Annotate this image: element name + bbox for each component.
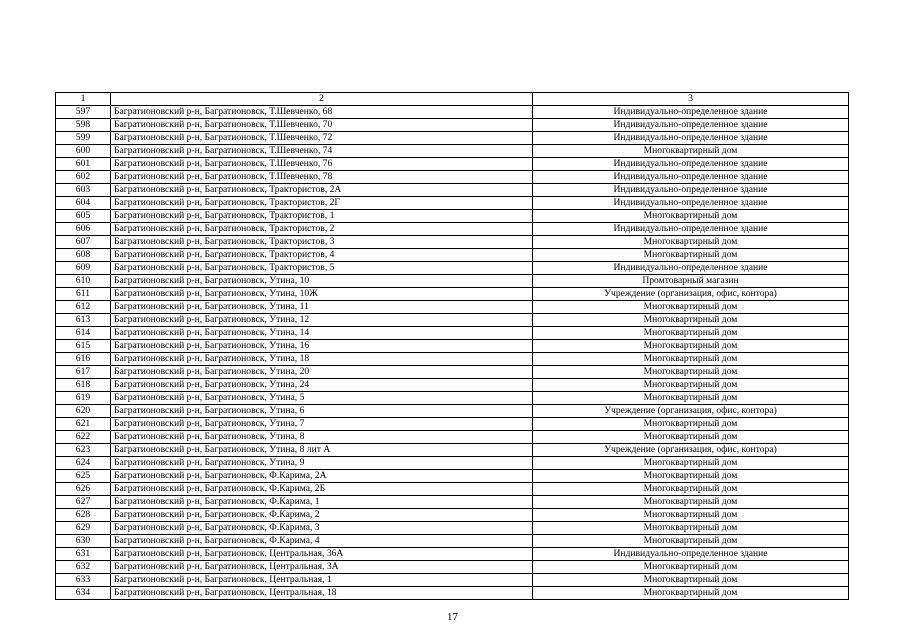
- table-row: [56, 470, 849, 483]
- table-header-row: [56, 93, 849, 106]
- building-type-cell: Многоквартирный дом: [533, 522, 849, 535]
- building-type-cell: Многоквартирный дом: [533, 340, 849, 353]
- row-number-cell: 615: [56, 340, 111, 353]
- row-number-cell: 624: [56, 457, 111, 470]
- building-type-cell: Учреждение (организация, офис, контора): [533, 444, 849, 457]
- building-type-cell: Многоквартирный дом: [533, 236, 849, 249]
- row-number-cell: 632: [56, 561, 111, 574]
- registry-table: [55, 92, 849, 600]
- building-type-cell: Многоквартирный дом: [533, 314, 849, 327]
- table-row: [56, 197, 849, 210]
- address-cell: Багратионовский р-н, Багратионовск, Трактористов, 2Г: [111, 197, 533, 210]
- table-row: [56, 106, 849, 119]
- address-cell: Багратионовский р-н, Багратионовск, Трактористов, 2А: [111, 184, 533, 197]
- row-number-cell: 631: [56, 548, 111, 561]
- row-number-cell: 623: [56, 444, 111, 457]
- building-type-cell: Многоквартирный дом: [533, 587, 849, 600]
- row-number-cell: 604: [56, 197, 111, 210]
- row-number-cell: 609: [56, 262, 111, 275]
- building-type-cell: Многоквартирный дом: [533, 509, 849, 522]
- address-cell: Багратионовский р-н, Багратионовск, Ф.Карима, 2А: [111, 470, 533, 483]
- building-type-cell: Многоквартирный дом: [533, 535, 849, 548]
- table-row: [56, 340, 849, 353]
- row-number-cell: 602: [56, 171, 111, 184]
- table-row: [56, 288, 849, 301]
- building-type-cell: Многоквартирный дом: [533, 574, 849, 587]
- address-cell: Багратионовский р-н, Багратионовск, Трактористов, 2: [111, 223, 533, 236]
- address-cell: Багратионовский р-н, Багратионовск, Центральная, 18: [111, 587, 533, 600]
- address-cell: Багратионовский р-н, Багратионовск, Ф.Карима, 2Б: [111, 483, 533, 496]
- row-number-cell: 601: [56, 158, 111, 171]
- row-number-cell: 629: [56, 522, 111, 535]
- table-row: [56, 483, 849, 496]
- address-cell: Багратионовский р-н, Багратионовск, Трактористов, 4: [111, 249, 533, 262]
- row-number-cell: 608: [56, 249, 111, 262]
- address-cell: Багратионовский р-н, Багратионовск, Т.Шевченко, 78: [111, 171, 533, 184]
- row-number-cell: 613: [56, 314, 111, 327]
- address-cell: Багратионовский р-н, Багратионовск, Т.Шевченко, 70: [111, 119, 533, 132]
- building-type-cell: Многоквартирный дом: [533, 418, 849, 431]
- header-cell-type: 3: [533, 93, 849, 106]
- address-cell: Багратионовский р-н, Багратионовск, Т.Шевченко, 74: [111, 145, 533, 158]
- building-type-cell: Многоквартирный дом: [533, 431, 849, 444]
- table-row: [56, 353, 849, 366]
- address-cell: Багратионовский р-н, Багратионовск, Т.Шевченко, 72: [111, 132, 533, 145]
- building-type-cell: Индивидуально-определенное здание: [533, 158, 849, 171]
- building-type-cell: Многоквартирный дом: [533, 392, 849, 405]
- header-cell-address: 2: [111, 93, 533, 106]
- address-cell: Багратионовский р-н, Багратионовск, Утина, 6: [111, 405, 533, 418]
- row-number-cell: 614: [56, 327, 111, 340]
- address-cell: Багратионовский р-н, Багратионовск, Утина, 16: [111, 340, 533, 353]
- table-row: [56, 314, 849, 327]
- table-row: [56, 236, 849, 249]
- table-row: [56, 158, 849, 171]
- table-row: [56, 587, 849, 600]
- table-row: [56, 392, 849, 405]
- row-number-cell: 634: [56, 587, 111, 600]
- row-number-cell: 627: [56, 496, 111, 509]
- building-type-cell: Индивидуально-определенное здание: [533, 132, 849, 145]
- table-row: [56, 249, 849, 262]
- page-number: 17: [447, 611, 458, 623]
- address-cell: Багратионовский р-н, Багратионовск, Ф.Карима, 2: [111, 509, 533, 522]
- building-type-cell: Промтоварный магазин: [533, 275, 849, 288]
- address-cell: Багратионовский р-н, Багратионовск, Утина, 5: [111, 392, 533, 405]
- building-type-cell: Многоквартирный дом: [533, 366, 849, 379]
- address-cell: Багратионовский р-н, Багратионовск, Утина, 14: [111, 327, 533, 340]
- row-number-cell: 622: [56, 431, 111, 444]
- building-type-cell: Индивидуально-определенное здание: [533, 197, 849, 210]
- address-cell: Багратионовский р-н, Багратионовск, Утина, 7: [111, 418, 533, 431]
- row-number-cell: 626: [56, 483, 111, 496]
- address-cell: Багратионовский р-н, Багратионовск, Центральная, 1: [111, 574, 533, 587]
- table-row: [56, 262, 849, 275]
- row-number-cell: 606: [56, 223, 111, 236]
- table-row: [56, 535, 849, 548]
- address-cell: Багратионовский р-н, Багратионовск, Ф.Карима, 3: [111, 522, 533, 535]
- table-row: [56, 119, 849, 132]
- table-row: [56, 444, 849, 457]
- building-type-cell: Индивидуально-определенное здание: [533, 171, 849, 184]
- table-row: [56, 275, 849, 288]
- address-cell: Багратионовский р-н, Багратионовск, Трактористов, 3: [111, 236, 533, 249]
- building-type-cell: Многоквартирный дом: [533, 327, 849, 340]
- building-type-cell: Индивидуально-определенное здание: [533, 548, 849, 561]
- address-cell: Багратионовский р-н, Багратионовск, Утина, 11: [111, 301, 533, 314]
- building-type-cell: Многоквартирный дом: [533, 353, 849, 366]
- table-row: [56, 223, 849, 236]
- building-type-cell: Многоквартирный дом: [533, 496, 849, 509]
- table-row: [56, 418, 849, 431]
- address-cell: Багратионовский р-н, Багратионовск, Ф.Карима, 4: [111, 535, 533, 548]
- table-row: [56, 327, 849, 340]
- address-cell: Багратионовский р-н, Багратионовск, Т.Шевченко, 68: [111, 106, 533, 119]
- table-row: [56, 509, 849, 522]
- building-type-cell: Индивидуально-определенное здание: [533, 223, 849, 236]
- address-cell: Багратионовский р-н, Багратионовск, Утина, 12: [111, 314, 533, 327]
- row-number-cell: 610: [56, 275, 111, 288]
- table-row: [56, 171, 849, 184]
- building-type-cell: Многоквартирный дом: [533, 249, 849, 262]
- building-type-cell: Индивидуально-определенное здание: [533, 106, 849, 119]
- table-row: [56, 405, 849, 418]
- row-number-cell: 607: [56, 236, 111, 249]
- row-number-cell: 630: [56, 535, 111, 548]
- row-number-cell: 612: [56, 301, 111, 314]
- row-number-cell: 616: [56, 353, 111, 366]
- address-cell: Багратионовский р-н, Багратионовск, Утина, 8: [111, 431, 533, 444]
- building-type-cell: Учреждение (организация, офис, контора): [533, 288, 849, 301]
- row-number-cell: 619: [56, 392, 111, 405]
- building-type-cell: Индивидуально-определенное здание: [533, 184, 849, 197]
- table-row: [56, 431, 849, 444]
- table-body: [56, 106, 849, 600]
- address-cell: Багратионовский р-н, Багратионовск, Утина, 9: [111, 457, 533, 470]
- address-cell: Багратионовский р-н, Багратионовск, Трактористов, 1: [111, 210, 533, 223]
- building-type-cell: Учреждение (организация, офис, контора): [533, 405, 849, 418]
- row-number-cell: 598: [56, 119, 111, 132]
- table-row: [56, 522, 849, 535]
- building-type-cell: Многоквартирный дом: [533, 145, 849, 158]
- table-row: [56, 301, 849, 314]
- header-cell-number: 1: [56, 93, 111, 106]
- table-row: [56, 379, 849, 392]
- table-row: [56, 366, 849, 379]
- table-row: [56, 561, 849, 574]
- address-cell: Багратионовский р-н, Багратионовск, Утина, 8 лит А: [111, 444, 533, 457]
- address-cell: Багратионовский р-н, Багратионовск, Центральная, 36А: [111, 548, 533, 561]
- address-cell: Багратионовский р-н, Багратионовск, Центральная, 3А: [111, 561, 533, 574]
- table-row: [56, 574, 849, 587]
- table-row: [56, 496, 849, 509]
- address-cell: Багратионовский р-н, Багратионовск, Утина, 24: [111, 379, 533, 392]
- building-type-cell: Многоквартирный дом: [533, 210, 849, 223]
- row-number-cell: 620: [56, 405, 111, 418]
- row-number-cell: 600: [56, 145, 111, 158]
- row-number-cell: 621: [56, 418, 111, 431]
- building-type-cell: Многоквартирный дом: [533, 470, 849, 483]
- address-cell: Багратионовский р-н, Багратионовск, Утина, 10Ж: [111, 288, 533, 301]
- row-number-cell: 618: [56, 379, 111, 392]
- building-type-cell: Многоквартирный дом: [533, 379, 849, 392]
- row-number-cell: 599: [56, 132, 111, 145]
- address-cell: Багратионовский р-н, Багратионовск, Утина, 10: [111, 275, 533, 288]
- building-type-cell: Многоквартирный дом: [533, 457, 849, 470]
- row-number-cell: 617: [56, 366, 111, 379]
- row-number-cell: 605: [56, 210, 111, 223]
- building-type-cell: Индивидуально-определенное здание: [533, 262, 849, 275]
- address-cell: Багратионовский р-н, Багратионовск, Утина, 20: [111, 366, 533, 379]
- row-number-cell: 597: [56, 106, 111, 119]
- table-row: [56, 145, 849, 158]
- address-cell: Багратионовский р-н, Багратионовск, Утина, 18: [111, 353, 533, 366]
- row-number-cell: 628: [56, 509, 111, 522]
- table-row: [56, 184, 849, 197]
- building-type-cell: Многоквартирный дом: [533, 301, 849, 314]
- table-row: [56, 210, 849, 223]
- table-row: [56, 132, 849, 145]
- table-row: [56, 548, 849, 561]
- address-cell: Багратионовский р-н, Багратионовск, Ф.Карима, 1: [111, 496, 533, 509]
- building-type-cell: Многоквартирный дом: [533, 483, 849, 496]
- table-row: [56, 457, 849, 470]
- row-number-cell: 625: [56, 470, 111, 483]
- building-type-cell: Индивидуально-определенное здание: [533, 119, 849, 132]
- address-cell: Багратионовский р-н, Багратионовск, Трактористов, 5: [111, 262, 533, 275]
- row-number-cell: 633: [56, 574, 111, 587]
- building-type-cell: Многоквартирный дом: [533, 561, 849, 574]
- row-number-cell: 611: [56, 288, 111, 301]
- address-cell: Багратионовский р-н, Багратионовск, Т.Шевченко, 76: [111, 158, 533, 171]
- row-number-cell: 603: [56, 184, 111, 197]
